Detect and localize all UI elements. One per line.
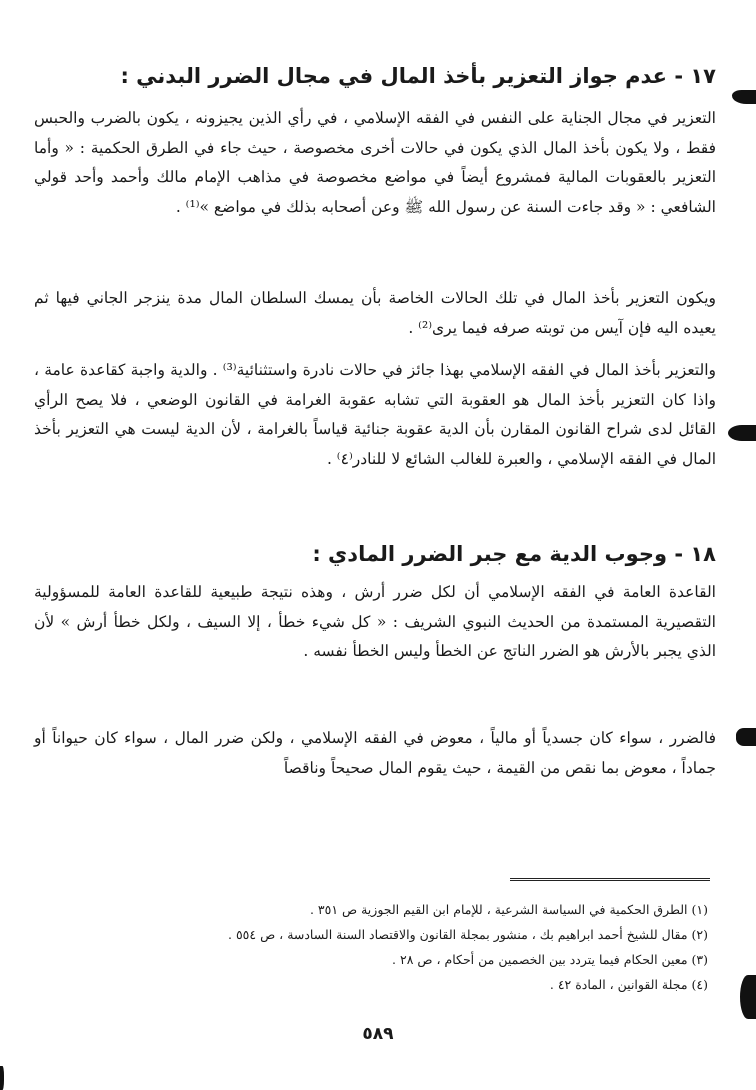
section-17-paragraph-1: التعزير في مجال الجناية على النفس في الفقه الإسلامي ، في رأي الذين يجيزونه ، يكون بالضرب والحبس فقط ، ولا يكون بأخذ المال الذي يكون في حالات أخرى مخصوصة ، حيث جاء في الطرق الحكمية : « وأما التعزير بالعقوبات المالية فمشروع أيضاً في مواضع مخصوصة في مذاهب الإمام مالك وأحمد وأحد قولي الشافعي : « وقد جاءت السنة عن رسول الله ﷺ وعن أصحابه بذلك في مواضع »⁽¹⁾ . — [34, 109, 716, 216]
footnote-1: (١) الطرق الحكمية في السياسة الشرعية ، للإمام ابن القيم الجوزية ص ٣٥١ . — [309, 902, 708, 917]
scan-artifact — [0, 1066, 4, 1090]
section-18-paragraph-1: القاعدة العامة في الفقه الإسلامي أن لكل ضرر أرش ، وهذه نتيجة طبيعية للقاعدة العامة للمسؤولية التقصيرية المستمدة من الحديث النبوي الشريف : « كل شيء خطأ ، إلا السيف ، ولكل خطأ أرش » لأن الذي يجبر بالأرش هو الضرر الناتج عن الخطأ وليس الخطأ نفسه . — [34, 583, 716, 660]
footnote-2: (٢) مقال للشيخ أحمد ابراهيم بك ، منشور بمجلة القانون والاقتصاد السنة السادسة ، ص ٥٥٤ . — [228, 927, 708, 942]
footnotes — [48, 897, 708, 997]
scan-artifact — [740, 975, 756, 1019]
section-18-heading: ١٨ - وجوب الدية مع جبر الضرر المادي : — [312, 542, 716, 566]
page-number: ٥٨٩ — [362, 1024, 394, 1044]
scan-artifact — [736, 728, 756, 746]
scan-artifact — [728, 425, 756, 441]
footnote-3: (٣) معين الحكام فيما يتردد بين الخصمين من أحكام ، ص ٢٨ . — [392, 952, 708, 967]
scan-artifact — [732, 90, 756, 104]
section-17-paragraph-2: ويكون التعزير بأخذ المال في تلك الحالات الخاصة بأن يمسك السلطان المال مدة ينزجر الجاني فيها ثم يعيده اليه فإن آيس من توبته صرفه فيما يرى⁽²⁾ . — [34, 289, 716, 337]
section-17-paragraph-3: والتعزير بأخذ المال في الفقه الإسلامي بهذا جائز في حالات نادرة واستثنائية⁽³⁾ . والدية واجبة كقاعدة عامة ، واذا كان التعزير بأخذ المال هو العقوبة التي تشابه عقوبة الغرامة في القانون الوضعي ، فلا يصح الرأي القائل لدى شراح القانون المقارن بأن الدية عقوبة جنائية قياساً بالغرامة ، لأن الدية ليست هي التعزير بأخذ المال في الفقه الإسلامي ، والعبرة للغالب الشائع لا للنادر⁽٤⁾ . — [34, 361, 716, 468]
footnote-4: (٤) مجلة القوانين ، المادة ٤٢ . — [549, 977, 708, 992]
section-17-heading: ١٧ - عدم جواز التعزير بأخذ المال في مجال الضرر البدني : — [120, 64, 716, 88]
footnote-separator — [510, 878, 710, 883]
section-18-paragraph-2: فالضرر ، سواء كان جسدياً أو مالياً ، معوض في الفقه الإسلامي ، ولكن ضرر المال ، سواء كان حيواناً أو جماداً ، معوض بما نقص من القيمة ، حيث يقوم المال صحيحاً وناقصاً — [34, 729, 716, 777]
